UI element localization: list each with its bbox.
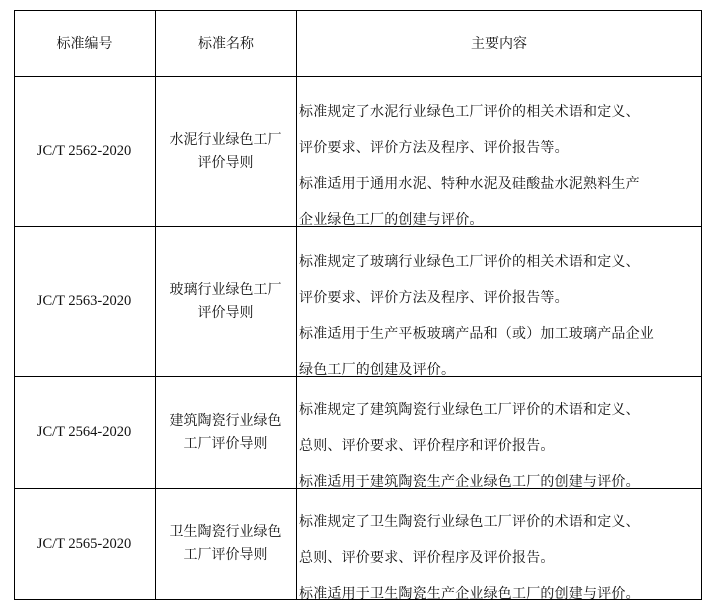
- name-line: 卫生陶瓷行业绿色: [169, 524, 282, 540]
- standard-code-cell: JC/T 2562-2020: [36, 143, 132, 159]
- name-line: 玻璃行业绿色工厂: [169, 281, 282, 298]
- content-line: 绿色工厂的创建及评价。: [299, 362, 456, 378]
- standard-code-cell: JC/T 2564-2020: [36, 424, 132, 440]
- column-divider: [296, 10, 297, 600]
- standard-name-cell: [156, 227, 295, 376]
- content-line: 总则、评价要求、评价程序及评价报告。: [299, 550, 555, 566]
- name-line: 工厂评价导则: [183, 547, 268, 563]
- content-cell: [299, 77, 701, 226]
- content-line: 评价要求、评价方法及程序、评价报告等。: [299, 290, 569, 306]
- name-line: 评价导则: [197, 304, 254, 321]
- content-line: 标准规定了水泥行业绿色工厂评价的相关术语和定义、: [299, 104, 640, 120]
- name-line: 工厂评价导则: [183, 435, 268, 452]
- table-border-right: [701, 10, 702, 600]
- name-line: 评价导则: [197, 154, 254, 171]
- content-line: 标准规定了卫生陶瓷行业绿色工厂评价的术语和定义、: [299, 514, 640, 530]
- content-cell: [299, 489, 701, 602]
- name-line: 水泥行业绿色工厂: [169, 131, 282, 148]
- content-cell: [299, 227, 701, 376]
- content-line: 标准规定了建筑陶瓷行业绿色工厂评价的术语和定义、: [299, 402, 640, 418]
- content-line: 标准适用于通用水泥、特种水泥及硅酸盐水泥熟料生产: [299, 176, 640, 192]
- content-line: 标准适用于建筑陶瓷生产企业绿色工厂的创建与评价。: [299, 474, 640, 490]
- standard-name-cell: [156, 377, 295, 488]
- standard-name-cell: [156, 489, 295, 599]
- name-line: 建筑陶瓷行业绿色: [169, 412, 282, 429]
- header-standard-name: 标准名称: [198, 36, 254, 52]
- content-line: 标准适用于生产平板玻璃产品和（或）加工玻璃产品企业: [299, 326, 654, 342]
- content-line: 标准规定了玻璃行业绿色工厂评价的相关术语和定义、: [299, 254, 640, 270]
- standard-code-cell: JC/T 2565-2020: [36, 535, 132, 552]
- content-line: 标准适用于卫生陶瓷生产企业绿色工厂的创建与评价。: [299, 586, 640, 602]
- standard-code-cell: JC/T 2563-2020: [36, 293, 132, 309]
- content-cell: [299, 377, 701, 488]
- content-line: 企业绿色工厂的创建与评价。: [299, 212, 484, 228]
- content-line: 总则、评价要求、评价程序和评价报告。: [299, 438, 555, 454]
- standards-table: [14, 10, 702, 600]
- standard-name-cell: [156, 77, 295, 226]
- header-main-content: 主要内容: [471, 36, 527, 52]
- header-standard-code: 标准编号: [56, 36, 113, 52]
- content-line: 评价要求、评价方法及程序、评价报告等。: [299, 140, 569, 156]
